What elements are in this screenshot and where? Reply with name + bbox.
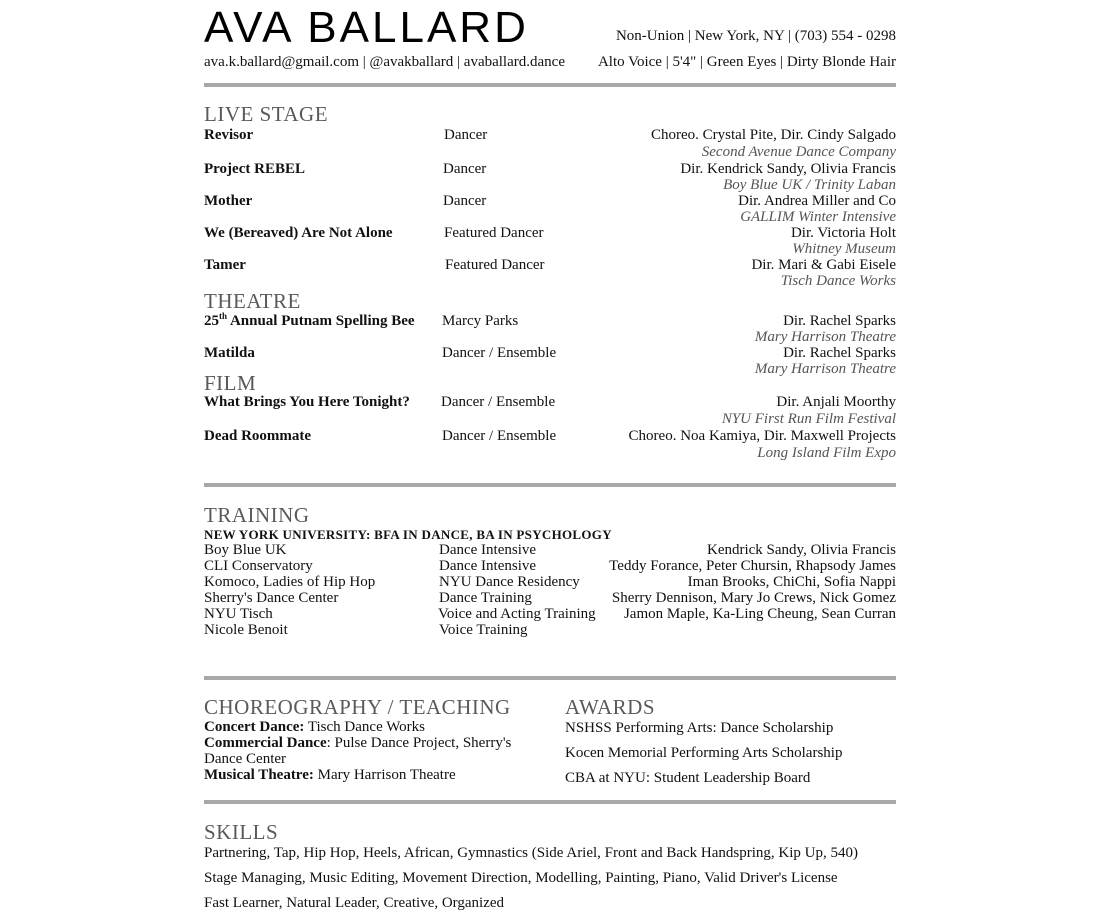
divider (204, 83, 896, 87)
credit-title: Matilda (204, 345, 255, 361)
choreography-item: Concert Dance: Tisch Dance Works (204, 719, 425, 735)
section-title-live-stage: LIVE STAGE (204, 102, 329, 126)
credit-role: Dancer (444, 127, 488, 143)
credit-venue: Boy Blue UK / Trinity Laban (723, 177, 896, 193)
credit-role: Dancer (443, 161, 487, 177)
credit-director: Dir. Rachel Sparks (783, 313, 896, 329)
skills-line: Fast Learner, Natural Leader, Creative, Organized (204, 895, 505, 911)
training-school: Nicole Benoit (204, 622, 288, 638)
credit-director: Dir. Andrea Miller and Co (738, 193, 896, 209)
section-title-skills: SKILLS (204, 820, 279, 844)
credit-venue: Long Island Film Expo (757, 445, 896, 461)
credit-title: Tamer (204, 257, 246, 273)
training-school: CLI Conservatory (204, 558, 313, 574)
credit-director: Dir. Mari & Gabi Eisele (751, 257, 896, 273)
training-teachers: Teddy Forance, Peter Chursin, Rhapsody James (609, 558, 896, 574)
training-program: Dance Training (439, 590, 532, 606)
credit-venue: NYU First Run Film Festival (721, 411, 896, 427)
credit-title: Project REBEL (204, 161, 305, 177)
section-title-training: TRAINING (204, 503, 310, 527)
section-title-awards: AWARDS (565, 695, 655, 719)
credit-director: Dir. Rachel Sparks (783, 345, 896, 361)
training-program: Voice and Acting Training (438, 606, 596, 622)
training-degree: NEW YORK UNIVERSITY: BFA IN DANCE, BA IN PSYCHOLOGY (204, 527, 612, 542)
training-teachers: Kendrick Sandy, Olivia Francis (707, 542, 896, 558)
divider (204, 800, 896, 804)
training-teachers: Iman Brooks, ChiChi, Sofia Nappi (687, 574, 896, 590)
credit-venue: Whitney Museum (792, 241, 896, 257)
section-title-film: FILM (204, 371, 257, 395)
credit-venue: Mary Harrison Theatre (754, 329, 896, 345)
credit-title: Dead Roommate (204, 428, 312, 444)
training-program: Voice Training (439, 622, 528, 638)
credit-title: We (Bereaved) Are Not Alone (204, 225, 393, 241)
divider (204, 676, 896, 680)
skills-line: Partnering, Tap, Hip Hop, Heels, African, Gymnastics (Side Ariel, Front and Back Handspring, Kip Up, 540) (204, 845, 858, 861)
credit-title: Mother (204, 193, 253, 209)
credit-venue: Second Avenue Dance Company (701, 144, 896, 160)
header-contact: ava.k.ballard@gmail.com | @avakballard | avaballard.dance (204, 54, 565, 70)
credit-role: Marcy Parks (442, 313, 519, 329)
credit-role: Dancer / Ensemble (442, 428, 557, 444)
choreography-item: Musical Theatre: Mary Harrison Theatre (204, 767, 456, 783)
credit-role: Featured Dancer (444, 225, 544, 241)
credit-role: Dancer / Ensemble (441, 394, 556, 410)
section-title-choreography: CHOREOGRAPHY / TEACHING (204, 695, 511, 719)
credit-director: Dir. Anjali Moorthy (776, 394, 896, 410)
award-item: CBA at NYU: Student Leadership Board (565, 770, 811, 786)
resume-name: AVA BALLARD (204, 3, 529, 52)
credit-venue: GALLIM Winter Intensive (740, 209, 896, 225)
award-item: Kocen Memorial Performing Arts Scholarship (565, 745, 843, 761)
training-program: Dance Intensive (439, 558, 537, 574)
credit-title: Revisor (204, 127, 254, 143)
credit-title: What Brings You Here Tonight? (204, 394, 410, 410)
header-info-line2: Alto Voice | 5'4" | Green Eyes | Dirty Blonde Hair (597, 54, 896, 70)
credit-director: Dir. Victoria Holt (790, 225, 896, 241)
training-teachers: Sherry Dennison, Mary Jo Crews, Nick Gomez (611, 590, 896, 606)
section-title-theatre: THEATRE (204, 289, 301, 313)
credit-director: Choreo. Crystal Pite, Dir. Cindy Salgado (651, 127, 896, 143)
training-teachers: Jamon Maple, Ka-Ling Cheung, Sean Curran (623, 606, 896, 622)
credit-director: Choreo. Noa Kamiya, Dir. Maxwell Projects (628, 428, 896, 444)
training-school: Sherry's Dance Center (204, 590, 339, 606)
skills-line: Stage Managing, Music Editing, Movement Direction, Modelling, Painting, Piano, Valid Driver's License (204, 870, 838, 886)
credit-role: Dancer / Ensemble (442, 345, 557, 361)
award-item: NSHSS Performing Arts: Dance Scholarship (565, 720, 834, 736)
training-program: Dance Intensive (439, 542, 537, 558)
divider (204, 483, 896, 487)
credit-role: Dancer (443, 193, 487, 209)
training-program: NYU Dance Residency (439, 574, 580, 590)
header-info-line1: Non-Union | New York, NY | (703) 554 - 0298 (615, 28, 896, 44)
credit-director: Dir. Kendrick Sandy, Olivia Francis (680, 161, 896, 177)
training-school: Komoco, Ladies of Hip Hop (204, 574, 376, 590)
credit-venue: Tisch Dance Works (780, 273, 896, 289)
credit-role: Featured Dancer (445, 257, 545, 273)
choreography-item: Commercial Dance: Pulse Dance Project, Sherry's Dance Center (204, 735, 512, 767)
training-school: Boy Blue UK (204, 542, 287, 558)
credit-title: 25th Annual Putnam Spelling Bee (204, 311, 415, 329)
training-school: NYU Tisch (204, 606, 273, 622)
credit-venue: Mary Harrison Theatre (754, 361, 896, 377)
